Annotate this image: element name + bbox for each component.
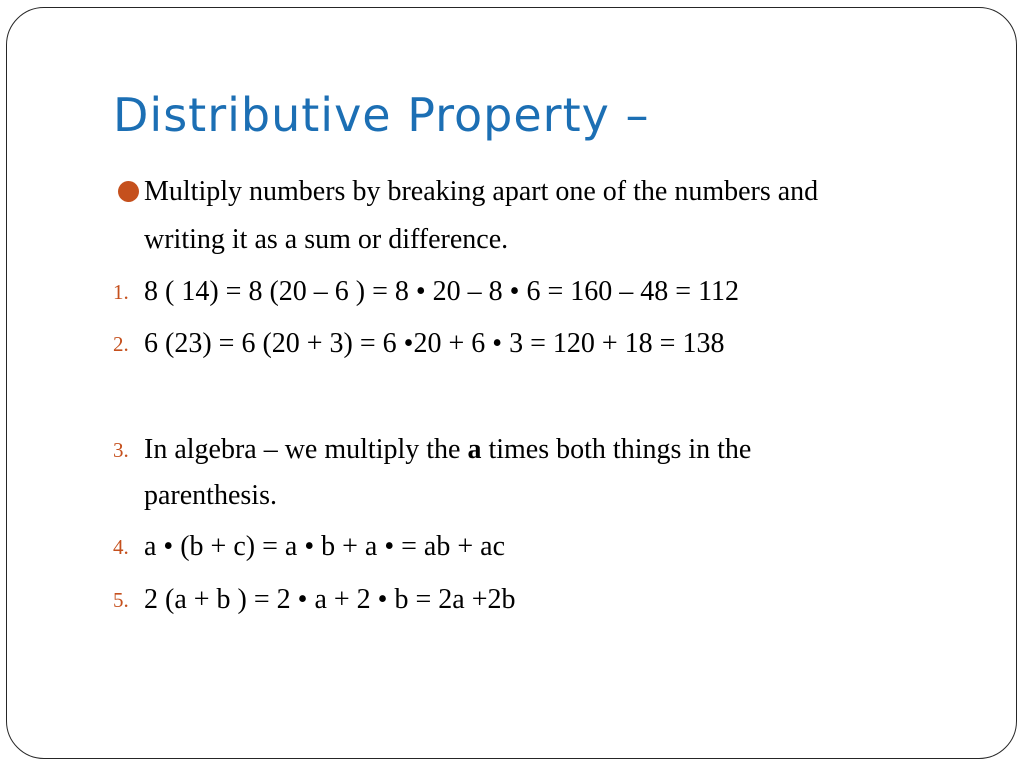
list-number: 1. bbox=[113, 280, 129, 304]
list-item-text: 8 ( 14) = 8 (20 – 6 ) = 8 • 20 – 8 • 6 = 160 – 48 = 112 bbox=[144, 276, 740, 307]
list-number: 5. bbox=[113, 588, 129, 612]
list-item-text-before: In algebra – we multiply the bbox=[144, 434, 468, 465]
list-number: 3. bbox=[113, 438, 129, 462]
list-item-text-after: times both things in the bbox=[481, 434, 752, 465]
bullet-text-line-2: writing it as a sum or difference. bbox=[144, 224, 509, 255]
bullet-text-line-1: Multiply numbers by breaking apart one of the numbers and bbox=[144, 176, 819, 207]
list-item-text: 6 (23) = 6 (20 + 3) = 6 •20 + 6 • 3 = 120 + 18 = 138 bbox=[144, 328, 725, 359]
list-item-text-line-2: parenthesis. bbox=[144, 480, 277, 511]
list-item-text: 2 (a + b ) = 2 • a + 2 • b = 2a +2b bbox=[144, 584, 516, 615]
list-item-text-bold: a bbox=[467, 434, 482, 465]
slide-title: Distributive Property – bbox=[113, 88, 650, 142]
list-item-text: a • (b + c) = a • b + a • = ab + ac bbox=[144, 531, 506, 562]
list-item-text bbox=[144, 434, 751, 466]
list-number: 2. bbox=[113, 332, 129, 356]
list-number: 4. bbox=[113, 535, 129, 559]
bullet-dot-icon bbox=[118, 181, 139, 202]
